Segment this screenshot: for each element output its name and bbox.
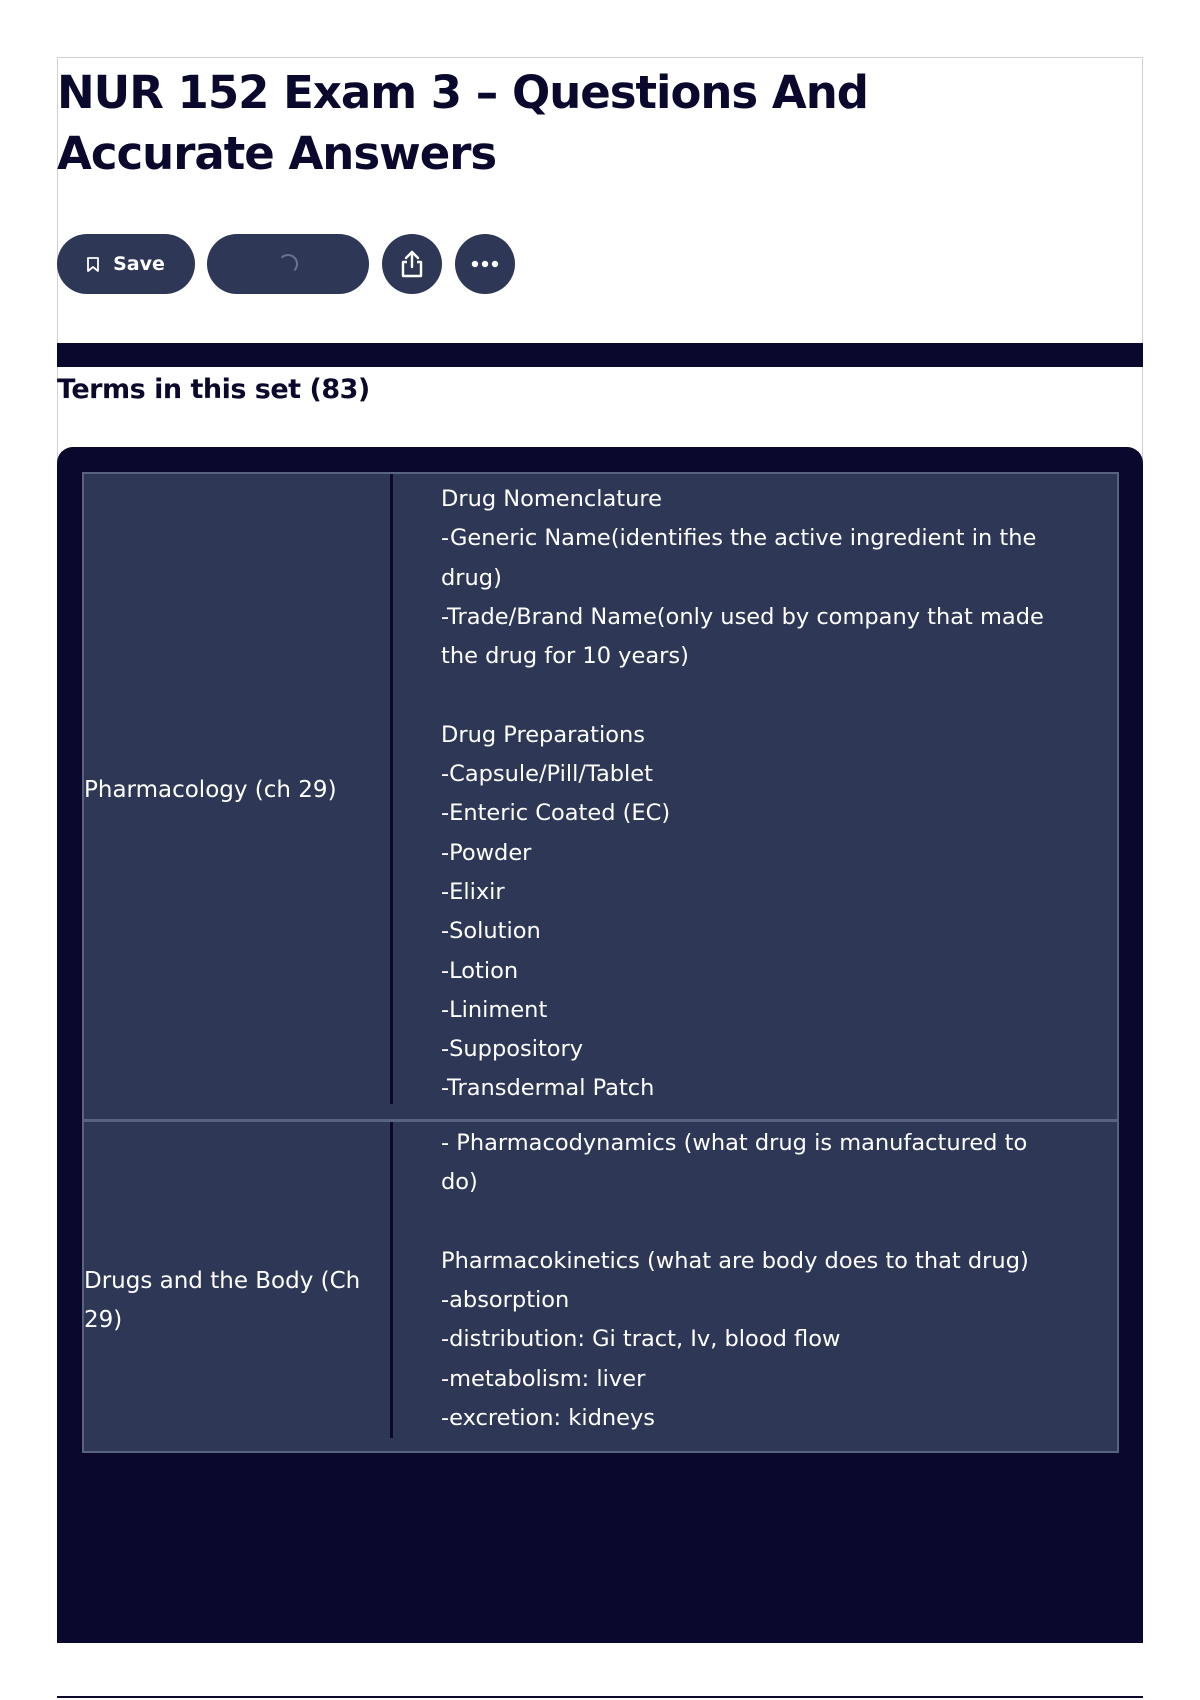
term-text: Pharmacology (ch 29) — [84, 777, 337, 803]
card-divider — [390, 1122, 393, 1438]
save-button[interactable] — [57, 234, 195, 294]
bookmark-icon — [87, 257, 99, 272]
term-card — [82, 1120, 1119, 1453]
definition-text: Drug Nomenclature -Generic Name(identifies the active ingredient in the drug) -Trade/Brand Name(only used by company that made the drug for 10 years) Drug Preparations -Capsule/Pill/Tablet -Enteric Coated (EC) -Powder -Elixir -Solution -Lotion -Liniment -Suppository -Transdermal Patch — [441, 486, 1044, 1102]
toolbar — [57, 234, 528, 294]
loading-button[interactable] — [207, 234, 369, 294]
section-divider-bar — [57, 343, 1143, 367]
more-dots-icon — [471, 260, 499, 268]
card-divider — [390, 474, 393, 1104]
term-text: Drugs and the Body (Ch 29) — [84, 1268, 361, 1333]
page-title: NUR 152 Exam 3 – Questions And Accurate Answers — [57, 66, 868, 180]
bottom-rule — [57, 1696, 1143, 1698]
spinner-icon — [278, 254, 298, 274]
term-card — [82, 472, 1119, 1121]
more-options-button[interactable] — [455, 234, 515, 294]
save-button-label: Save — [113, 253, 165, 275]
terms-heading: Terms in this set (83) — [57, 374, 370, 405]
share-icon — [399, 250, 425, 278]
definition-text: - Pharmacodynamics (what drug is manufactured to do) Pharmacokinetics (what are body does to that drug) -absorption -distribution: Gi tract, Iv, blood flow -metabolism: liver -excretion: kidneys — [441, 1130, 1029, 1432]
share-button[interactable] — [382, 234, 442, 294]
